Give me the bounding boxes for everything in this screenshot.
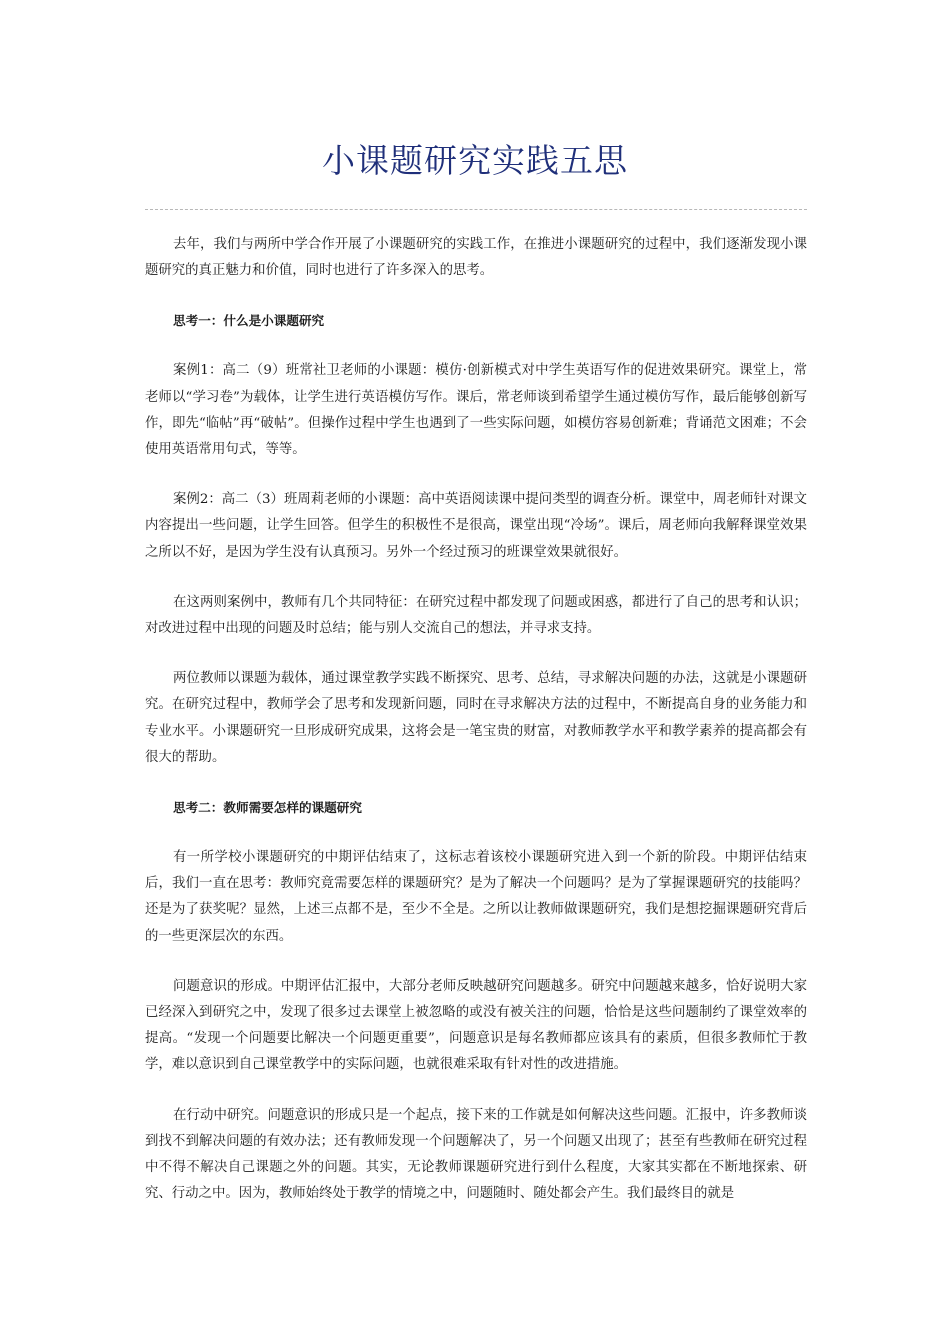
title-divider [145,209,807,210]
intro-paragraph: 去年，我们与两所中学合作开展了小课题研究的实践工作，在推进小课题研究的过程中，我们逐渐发现小课题研究的真正魅力和价值，同时也进行了许多深入的思考。 [145,237,807,279]
midterm-paragraph: 有一所学校小课题研究的中期评估结束了，这标志着该校小课题研究进入到一个新的阶段。中期评估结束后，我们一直在思考：教师究竟需要怎样的课题研究？是为了解决一个问题吗？是为了掌握课题研究的技能吗？还是为了获奖呢？显然，上述三点都不是，至少不全是。之所以让教师做课题研究，我们是想挖掘课题研究背后的一些更深层次的东西。 [145,850,807,944]
case-1-paragraph: 案例1：高二（9）班常社卫老师的小课题：模仿·创新模式对中学生英语写作的促进效果研究。课堂上，常老师以“学习卷”为载体，让学生进行英语模仿写作。课后，常老师谈到希望学生通过模仿写作，最后能够创新写作，即先“临帖”再“破帖”。但操作过程中学生也遇到了一些实际问题，如模仿容易创新难；背诵范文困难；不会使用英语常用句式，等等。 [145,363,807,458]
case-2-paragraph: 案例2：高二（3）班周莉老师的小课题：高中英语阅读课中提问类型的调查分析。课堂中，周老师针对课文内容提出一些问题，让学生回答。但学生的积极性不是很高，课堂出现“冷场”。课后，周老师向我解释课堂效果之所以不好，是因为学生没有认真预习。另外一个经过预习的班课堂效果就很好。 [145,492,807,560]
action-research-paragraph: 在行动中研究。问题意识的形成只是一个起点，接下来的工作就是如何解决这些问题。汇报中，许多教师谈到找不到解决问题的有效办法；还有教师发现一个问题解决了，另一个问题又出现了；甚至有些教师在研究过程中不得不解决自己课题之外的问题。其实，无论教师课题研究进行到什么程度，大家其实都在不断地探索、研究、行动之中。因为，教师始终处于教学的情境之中，问题随时、随处都会产生。我们最终目的就是 [145,1107,807,1202]
common-features-paragraph: 在这两则案例中，教师有几个共同特征：在研究过程中都发现了问题或困惑，都进行了自己的思考和认识；对改进过程中出现的问题及时总结；能与别人交流自己的想法，并寻求支持。 [145,594,807,637]
definition-paragraph: 两位教师以课题为载体，通过课堂教学实践不断探究、思考、总结，寻求解决问题的办法，这就是小课题研究。在研究过程中，教师学会了思考和发现新问题，同时在寻求解决方法的过程中，不断提高自身的业务能力和专业水平。小课题研究一旦形成研究成果，这将会是一笔宝贵的财富，对教师教学水平和教学素养的提高都会有很大的帮助。 [145,671,807,765]
section-heading-1: 思考一：什么是小课题研究 [173,313,325,329]
document-title: 小课题研究实践五思 [322,141,628,180]
document-body [145,232,807,1231]
problem-awareness-paragraph: 问题意识的形成。中期评估汇报中，大部分老师反映越研究问题越多。研究中问题越来越多，恰好说明大家已经深入到研究之中，发现了很多过去课堂上被忽略的或没有被关注的问题，恰恰是这些问题制约了课堂效率的提高。“发现一个问题要比解决一个问题更重要”，问题意识是每名教师都应该具有的素质，但很多教师忙于教学，难以意识到自己课堂教学中的实际问题，也就很难采取有针对性的改进措施。 [145,978,807,1073]
section-heading-2: 思考二：教师需要怎样的课题研究 [173,800,362,816]
